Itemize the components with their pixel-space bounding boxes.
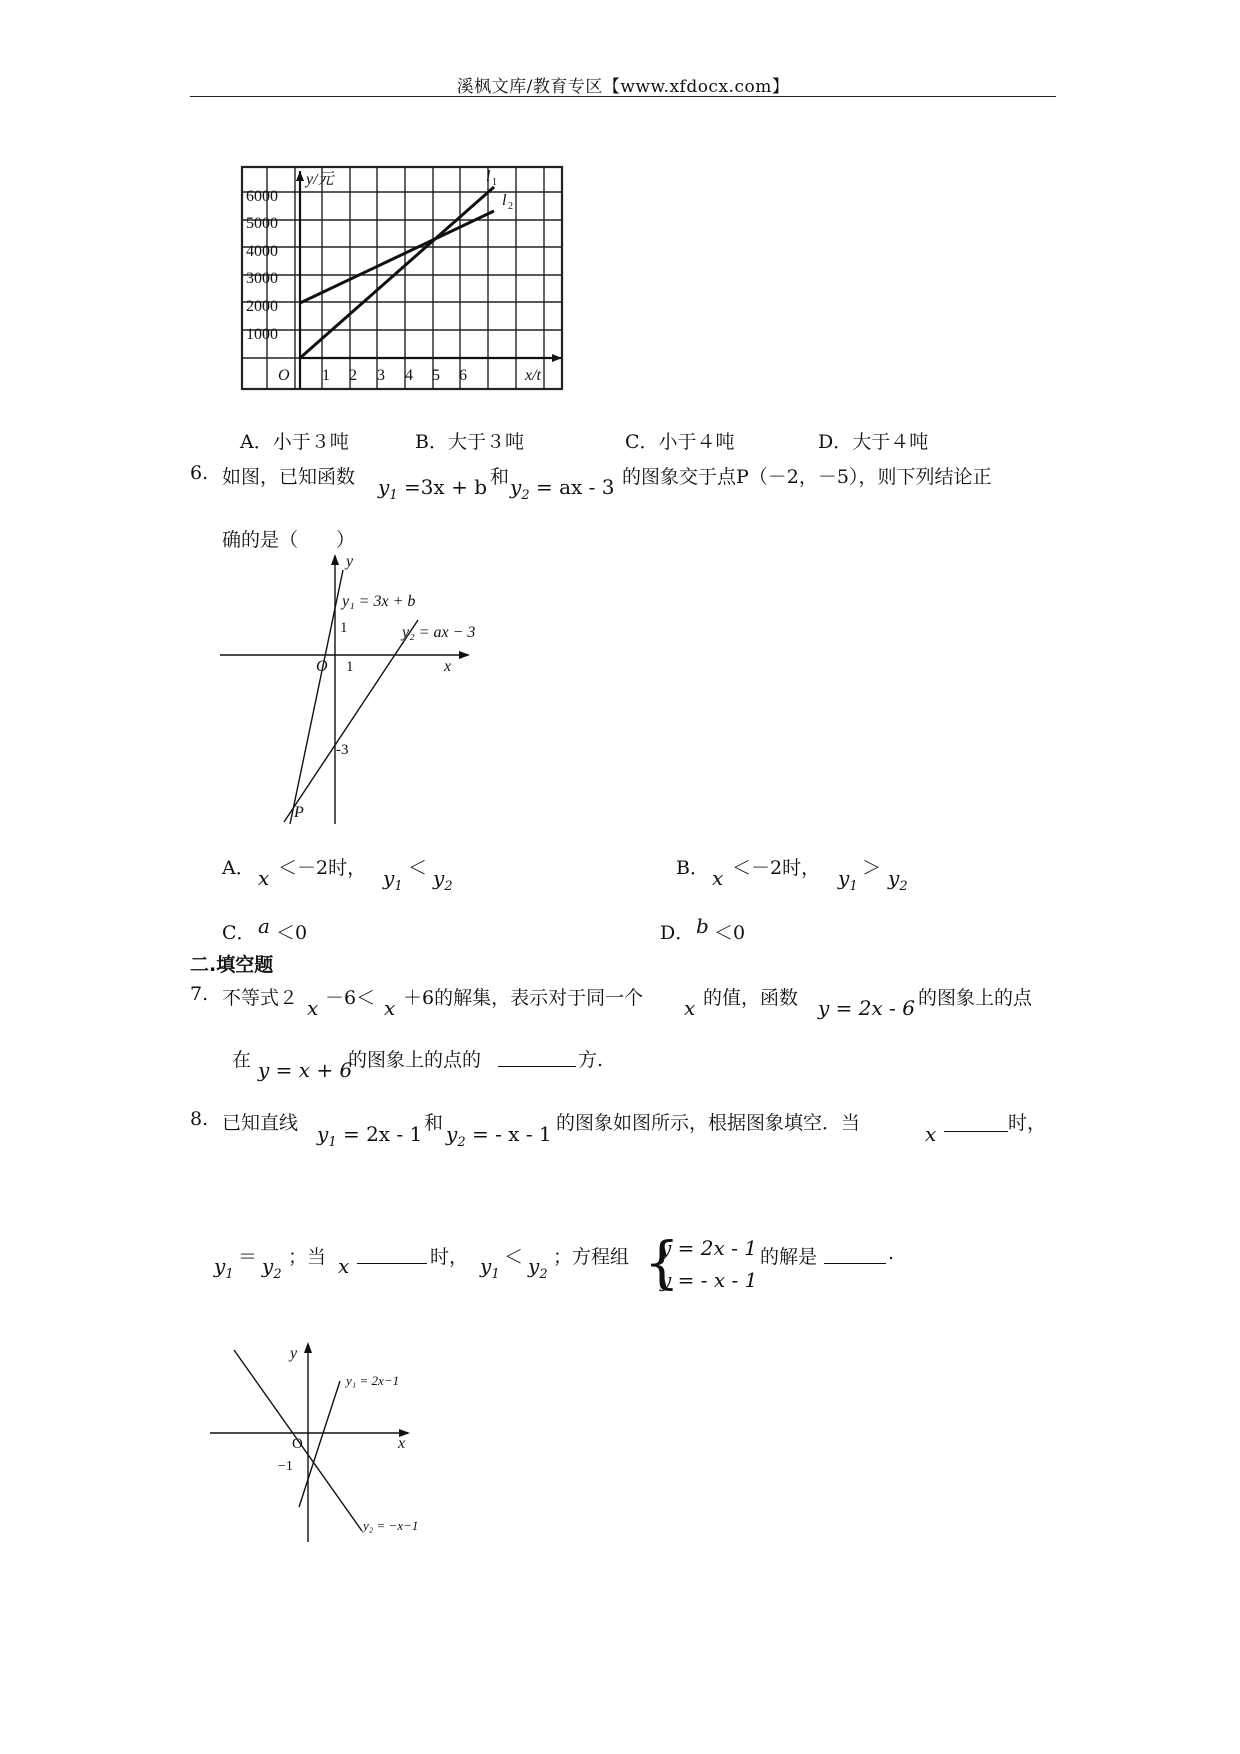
y-label: y: [290, 1345, 298, 1362]
system-brace: {: [644, 1231, 680, 1296]
q6-option-a-rel: ＜: [408, 857, 428, 879]
line-y2: [284, 620, 418, 822]
x-label: x: [398, 1435, 406, 1452]
q6-formula1: $y_1 =3x + b$: [378, 475, 487, 503]
q7-text7: 的图象上的点的: [348, 1049, 482, 1071]
q6-option-c-var: a: [258, 914, 270, 938]
q8-x1: x: [925, 1122, 937, 1146]
x-label: x: [444, 658, 452, 675]
q8-line2-lt: ＜: [504, 1246, 524, 1268]
y-tick: 5000: [246, 215, 278, 232]
q6-option-b-y1: $y_1$: [838, 866, 858, 894]
origin-label: O: [278, 367, 290, 384]
q8-line2-x: x: [338, 1254, 350, 1278]
q7-text3: ＋6的解集，表示对于同一个: [403, 987, 644, 1009]
y-tick: 2000: [246, 298, 278, 315]
q6-option-b-rel: ＞: [862, 857, 882, 879]
q6-graph: [218, 552, 508, 827]
q6-option-a-y1: $y_1$: [383, 866, 403, 894]
line-y2-label: y₂ = −x−1: [363, 1518, 419, 1533]
y-axis-label: y/元: [306, 171, 334, 188]
q7-x2: x: [384, 996, 396, 1020]
q8-line2-y1: $y_1$: [214, 1254, 234, 1282]
q6-text2: 的图象交于点P（－2，－5），则下列结论正: [622, 466, 992, 488]
q6-option-a-label: A．: [222, 857, 255, 879]
q7-answer-blank[interactable]: [498, 1048, 576, 1067]
q7-number: 7.: [190, 983, 209, 1005]
q8-line2-text2: 时，: [430, 1246, 469, 1268]
q7-x1: x: [307, 996, 319, 1020]
q8-text1: 已知直线: [222, 1112, 299, 1134]
y-tick: 4000: [246, 243, 278, 260]
page-header: 溪枫文库/教育专区【www.xfdocx.com】: [456, 77, 790, 97]
tick-x1: 1: [346, 659, 354, 675]
x-tick: 3: [377, 367, 385, 384]
y-tick: 1000: [246, 326, 278, 343]
q7-text2: －6＜: [325, 987, 376, 1009]
tick-minus1: −1: [278, 1459, 293, 1474]
q6-option-a-y2: $y_2$: [433, 866, 453, 894]
system-eq1: y = 2x - 1: [660, 1236, 757, 1260]
origin-label: O: [292, 1436, 303, 1452]
q5-option-c: C．小于４吨: [625, 431, 735, 453]
q8-line2-text3: ；方程组: [553, 1246, 630, 1268]
y-tick: 3000: [246, 270, 278, 287]
q6-option-c-label: C．: [222, 922, 256, 944]
q7-formula1: y = 2x - 6: [818, 996, 915, 1020]
q6-text3: 确的是（ ）: [222, 529, 356, 551]
header-rule: [190, 96, 1056, 97]
q8-line2-y2: $y_2$: [262, 1254, 282, 1282]
chart-grid: [242, 167, 562, 389]
q8-graph: [208, 1340, 458, 1545]
q8-line2-text4: 的解是: [760, 1246, 818, 1268]
line-l2: [300, 211, 494, 303]
q6-option-a-x: x: [258, 866, 270, 890]
y-axis-arrow: [304, 1342, 312, 1353]
q8-formula2: $y_2$ = - x - 1: [446, 1122, 552, 1150]
x-tick: 1: [322, 367, 330, 384]
q8-line2-text1: ；当: [288, 1246, 327, 1268]
x-tick: 2: [349, 367, 357, 384]
y-label: y: [346, 553, 354, 570]
q6-number: 6.: [190, 462, 209, 484]
q6-option-d-label: D．: [660, 922, 695, 944]
q6-option-a-text: ＜－2时，: [278, 857, 367, 879]
q8-line2-y1b: $y_1$: [480, 1254, 500, 1282]
y-tick: 6000: [246, 188, 278, 205]
line-l1-sub: 1: [492, 177, 497, 188]
q8-number: 8.: [190, 1108, 209, 1130]
q8-text3: 时，: [1008, 1112, 1047, 1134]
line-y1: [299, 1381, 340, 1507]
q7-text6: 在: [232, 1049, 252, 1071]
q7-text8: 方.: [578, 1049, 604, 1071]
line-l2-label: l: [502, 192, 507, 209]
x-axis-arrow: [459, 651, 470, 659]
y-axis-arrow: [296, 171, 304, 181]
line-l1-label: l: [486, 168, 491, 185]
q8-line2-y2b: $y_2$: [528, 1254, 548, 1282]
system-eq2: y = - x - 1: [660, 1268, 758, 1292]
q8-formula1: $y_1 = 2x - 1$: [317, 1122, 423, 1150]
q6-option-d-var: b: [696, 914, 709, 938]
q6-text1: 如图，已知函数: [222, 466, 356, 488]
q8-line2-eq: ＝: [238, 1246, 258, 1268]
line-y2-label: y₂ = ax − 3: [402, 624, 476, 641]
q6-option-b-y2: $y_2$: [888, 866, 908, 894]
q6-option-b-label: B．: [676, 857, 709, 879]
tick-y1: 1: [340, 620, 348, 636]
x-axis-arrow: [552, 354, 562, 362]
q8-blank-3[interactable]: [824, 1245, 886, 1264]
q7-x3: x: [684, 996, 696, 1020]
line-l2-sub: 2: [508, 201, 513, 212]
line-l1: [300, 187, 494, 358]
q7-text4: 的值，函数: [703, 987, 799, 1009]
q6-option-b-x: x: [712, 866, 724, 890]
x-axis-label: x/t: [525, 367, 541, 384]
x-tick: 4: [405, 367, 413, 384]
q8-line2-text5: .: [888, 1242, 895, 1264]
q8-and: 和: [424, 1112, 444, 1134]
q6-option-b-text: ＜－2时，: [732, 857, 821, 879]
q7-text5: 的图象上的点: [918, 987, 1033, 1009]
x-tick: 5: [432, 367, 440, 384]
line-y1-label: y₁ = 3x + b: [342, 593, 416, 610]
q7-text1: 不等式２: [222, 987, 299, 1009]
line-y1-label: y₁ = 2x−1: [346, 1373, 400, 1388]
price-chart: [240, 165, 565, 393]
q5-option-d: D．大于４吨: [818, 431, 929, 453]
q7-formula2: y = x + 6: [258, 1058, 353, 1082]
q6-option-c-text: ＜0: [276, 922, 308, 944]
q6-formula2: $y_2$ = ax - 3: [510, 475, 615, 503]
q6-option-d-text: ＜0: [714, 922, 746, 944]
x-tick: 6: [459, 367, 467, 384]
q8-blank-2[interactable]: [357, 1245, 427, 1264]
q5-option-b: B．大于３吨: [415, 431, 524, 453]
origin-label: O: [316, 658, 328, 675]
y-axis-arrow: [331, 554, 339, 565]
q5-option-a: A．小于３吨: [240, 431, 349, 453]
q8-text2: 的图象如图所示，根据图象填空．当: [556, 1112, 861, 1134]
point-p-label: P: [294, 804, 304, 821]
tick-y-3: -3: [336, 742, 349, 758]
q6-and: 和: [490, 466, 510, 488]
q8-blank-1[interactable]: [944, 1113, 1008, 1132]
section-title: 二.填空题: [190, 954, 274, 976]
